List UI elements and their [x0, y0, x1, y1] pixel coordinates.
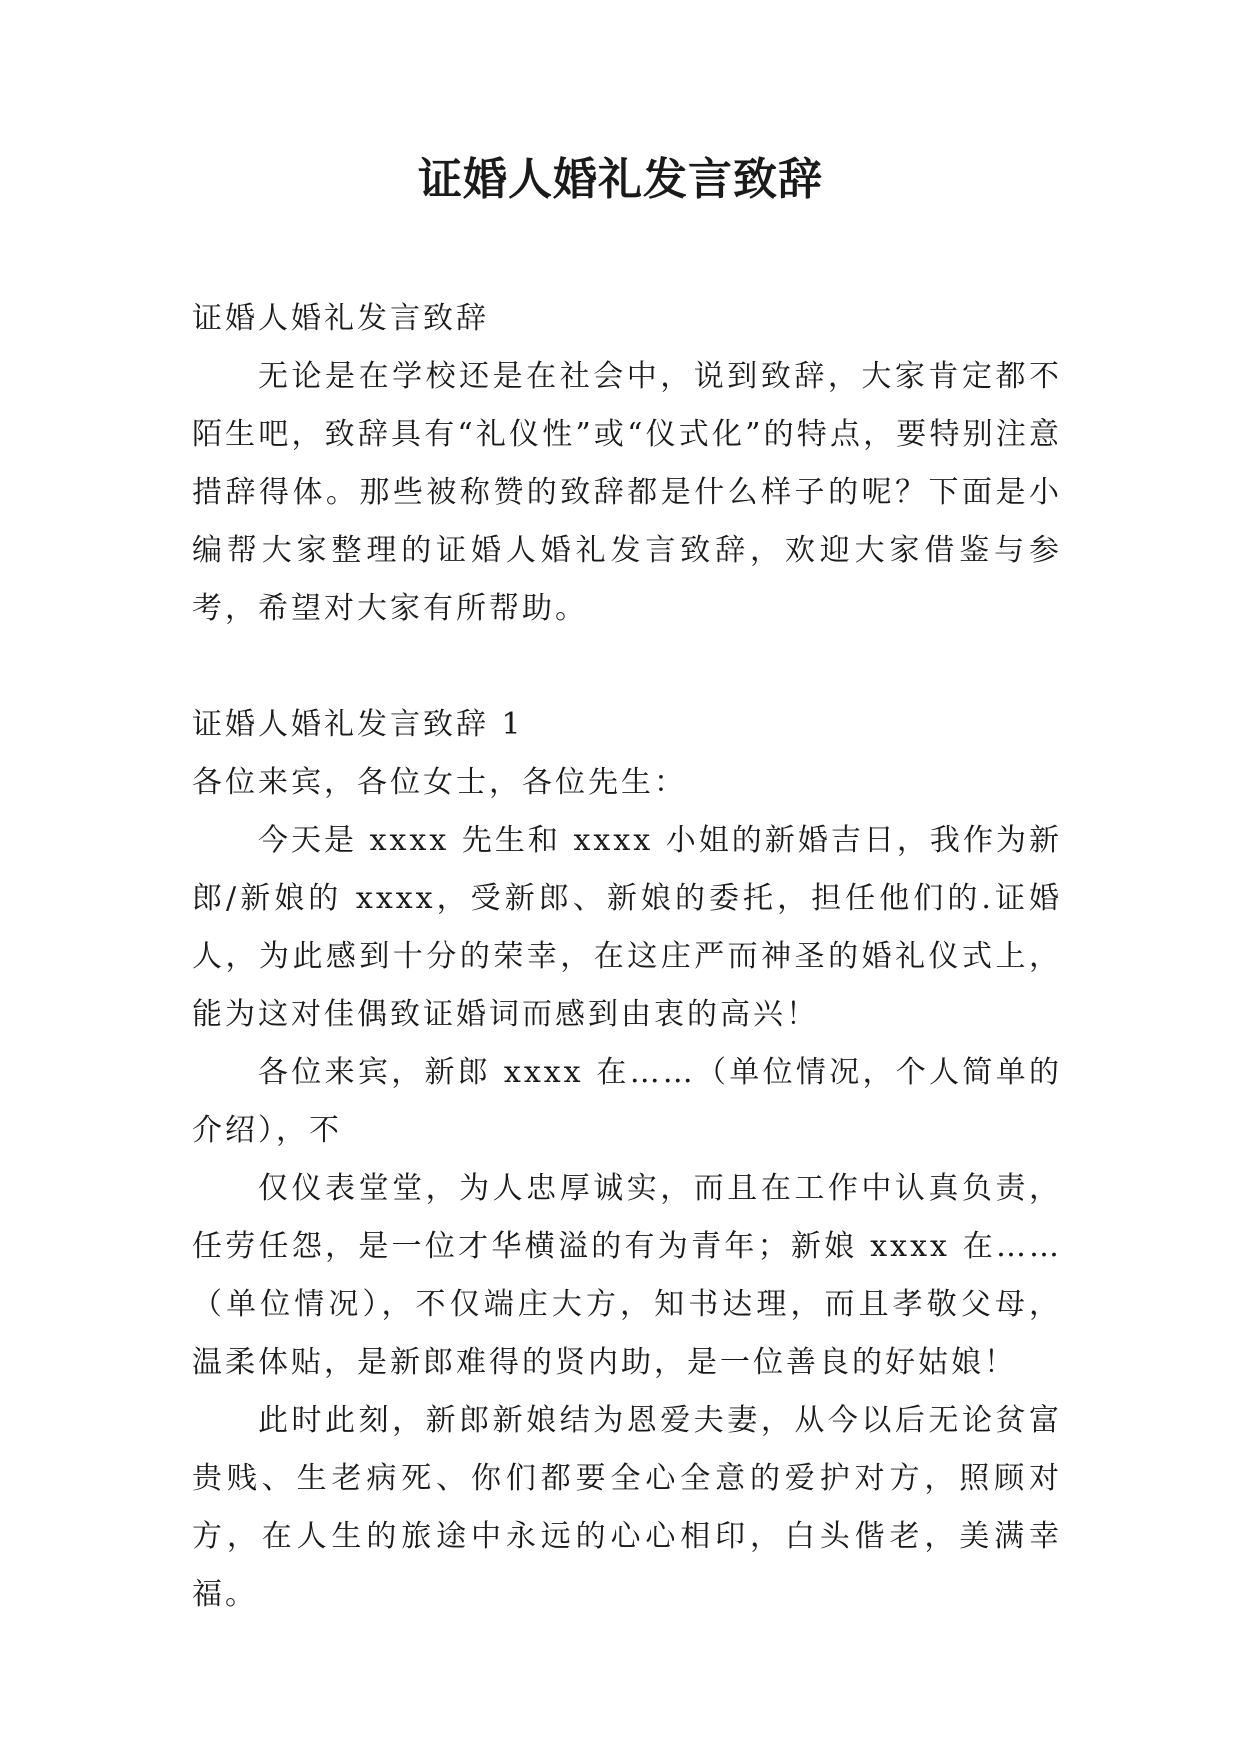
document-title: 证婚人婚礼发言致辞 — [418, 154, 823, 205]
paragraph-body: 今天是 xxxx 先生和 xxxx 小姐的新婚吉日，我作为新郎/新娘的 xxxx，受新郎、新娘的委托，担任他们的.证婚人，为此感到十分的荣幸，在这庄严而神圣的婚礼仪式上，能为这对佳偶致证婚词而感到由衷的高兴！ — [192, 823, 1062, 1032]
document-body — [192, 290, 1062, 1624]
paragraph-body: 此时此刻，新郎新娘结为恩爱夫妻，从今以后无论贫富贵贱、生老病死、你们都要全心全意的爱护对方，照顾对方，在人生的旅途中永远的心心相印，白头偕老，美满幸福。 — [192, 1403, 1062, 1612]
paragraph-spacer — [192, 638, 1062, 696]
paragraph-body: 各位来宾，新郎 xxxx 在……（单位情况，个人简单的介绍），不 — [192, 1055, 1062, 1148]
paragraph-salutation: 各位来宾，各位女士，各位先生： — [192, 765, 687, 800]
paragraph-subtitle: 证婚人婚礼发言致辞 — [192, 301, 489, 336]
paragraph-intro: 无论是在学校还是在社会中，说到致辞，大家肯定都不陌生吧，致辞具有“礼仪性”或“仪式化”的特点，要特别注意措辞得体。那些被称赞的致辞都是什么样子的呢？下面是小编帮大家整理的证婚人婚礼发言致辞，欢迎大家借鉴与参考，希望对大家有所帮助。 — [192, 359, 1062, 626]
paragraph-section-heading: 证婚人婚礼发言致辞 1 — [192, 707, 524, 742]
paragraph-body: 仅仪表堂堂，为人忠厚诚实，而且在工作中认真负责，任劳任怨，是一位才华横溢的有为青年；新娘 xxxx 在……（单位情况），不仅端庄大方，知书达理，而且孝敬父母，温柔体贴，是新郎难得的贤内助，是一位善良的好姑娘！ — [192, 1171, 1062, 1380]
